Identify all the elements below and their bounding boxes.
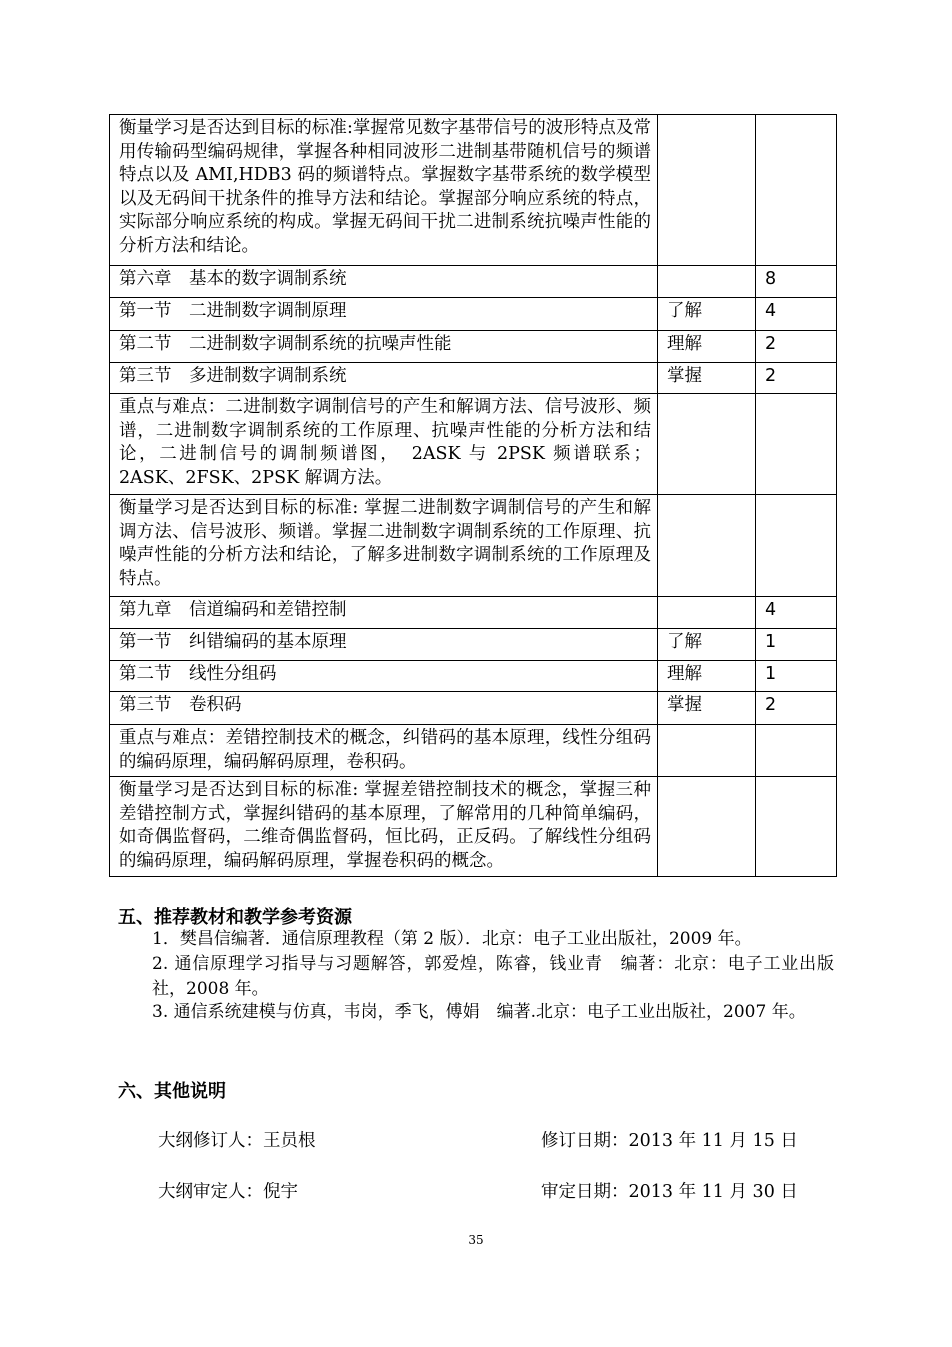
- approver-label: 大纲审定人：倪宇: [158, 1182, 298, 1202]
- table-cell-content: 衡量学习是否达到目标的标准: 掌握差错控制技术的概念，掌握三种差错控制方式，掌握纠错码的基本原理，了解常用的几种简单编码，如奇偶监督码，二维奇偶监督码，恒比码，正反码。了解线性分组码的编码原理，编码解码原理，掌握卷积码的概念。: [110, 777, 658, 877]
- table-cell-level: [658, 495, 756, 597]
- table-cell-hours: 1: [756, 661, 837, 692]
- table-row: [110, 661, 837, 692]
- table-cell-hours: 2: [756, 692, 837, 725]
- table-cell-content: 重点与难点：差错控制技术的概念，纠错码的基本原理，线性分组码的编码原理，编码解码原理，卷积码。: [110, 725, 658, 777]
- table-cell-level: [658, 725, 756, 777]
- table-cell-level: [658, 394, 756, 495]
- table-row: [110, 692, 837, 725]
- table-cell-hours: 4: [756, 597, 837, 629]
- table-cell-content: 第二节 二进制数字调制系统的抗噪声性能: [110, 331, 658, 363]
- table-cell-level: 掌握: [658, 692, 756, 725]
- table-row: [110, 266, 837, 298]
- page-number: 35: [468, 1233, 484, 1247]
- table-cell-hours: [756, 495, 837, 597]
- reference-item: 3. 通信系统建模与仿真，韦岗，季飞，傅娟 编著.北京：电子工业出版社，2007 年。: [152, 1002, 806, 1022]
- table-cell-hours: [756, 777, 837, 877]
- table-row: [110, 115, 837, 266]
- table-cell-content: 第九章 信道编码和差错控制: [110, 597, 658, 629]
- table-row: [110, 495, 837, 597]
- table-cell-level: 了解: [658, 629, 756, 661]
- table-cell-content: 第三节 多进制数字调制系统: [110, 363, 658, 394]
- reference-item: 1．樊昌信编著．通信原理教程（第 2 版）．北京：电子工业出版社，2009 年。: [152, 929, 752, 949]
- table-cell-level: [658, 266, 756, 298]
- table-cell-content: 衡量学习是否达到目标的标准: 掌握二进制数字调制信号的产生和解调方法、信号波形、频谱。掌握二进制数字调制系统的工作原理、抗噪声性能的分析方法和结论，了解多进制数字调制系统的工作原理及特点。: [110, 495, 658, 597]
- table-row: [110, 331, 837, 363]
- table-cell-level: [658, 777, 756, 877]
- table-cell-content: 第二节 线性分组码: [110, 661, 658, 692]
- table-cell-hours: 4: [756, 298, 837, 331]
- table-row: [110, 777, 837, 877]
- approve-date: 审定日期：2013 年 11 月 30 日: [541, 1182, 798, 1202]
- reviser-label: 大纲修订人：王员根: [158, 1131, 316, 1151]
- table-cell-level: 了解: [658, 298, 756, 331]
- table-cell-hours: 2: [756, 363, 837, 394]
- table-cell-hours: 8: [756, 266, 837, 298]
- table-row: [110, 725, 837, 777]
- table-cell-hours: [756, 394, 837, 495]
- section-heading-other: 六、其他说明: [118, 1081, 226, 1102]
- table-cell-level: 掌握: [658, 363, 756, 394]
- table-row: [110, 363, 837, 394]
- table-cell-level: 理解: [658, 331, 756, 363]
- table-row: [110, 298, 837, 331]
- table-cell-level: 理解: [658, 661, 756, 692]
- revise-date: 修订日期：2013 年 11 月 15 日: [541, 1131, 798, 1151]
- table-cell-level: [658, 115, 756, 266]
- syllabus-table: [109, 114, 837, 877]
- table-cell-hours: 1: [756, 629, 837, 661]
- table-cell-content: 衡量学习是否达到目标的标准:掌握常见数字基带信号的波形特点及常用传输码型编码规律，掌握各种相同波形二进制基带随机信号的频谱特点以及 AMI,HDB3 码的频谱特点。掌握数字基带系统的数学模型以及无码间干扰条件的推导方法和结论。掌握部分响应系统的特点，实际部分响应系统的构成。掌握无码间干扰二进制系统抗噪声性能的分析方法和结论。: [110, 115, 658, 266]
- table-row: [110, 597, 837, 629]
- table-cell-content: 第三节 卷积码: [110, 692, 658, 725]
- table-cell-content: 第一节 二进制数字调制原理: [110, 298, 658, 331]
- table-cell-hours: [756, 115, 837, 266]
- table-cell-content: 第六章 基本的数字调制系统: [110, 266, 658, 298]
- table-cell-content: 第一节 纠错编码的基本原理: [110, 629, 658, 661]
- table-row: [110, 394, 837, 495]
- reference-item: 2. 通信原理学习指导与习题解答，郭爱煌，陈睿，钱业青 编著：北京：电子工业出版社，2008 年。: [152, 954, 834, 999]
- table-cell-hours: 2: [756, 331, 837, 363]
- table-cell-hours: [756, 725, 837, 777]
- table-cell-content: 重点与难点：二进制数字调制信号的产生和解调方法、信号波形、频谱，二进制数字调制系统的工作原理、抗噪声性能的分析方法和结论，二进制信号的调制频谱图， 2ASK 与 2PSK 频谱联系；2ASK、2FSK、2PSK 解调方法。: [110, 394, 658, 495]
- table-cell-level: [658, 597, 756, 629]
- table-row: [110, 629, 837, 661]
- section-heading-resources: 五、推荐教材和教学参考资源: [118, 907, 352, 928]
